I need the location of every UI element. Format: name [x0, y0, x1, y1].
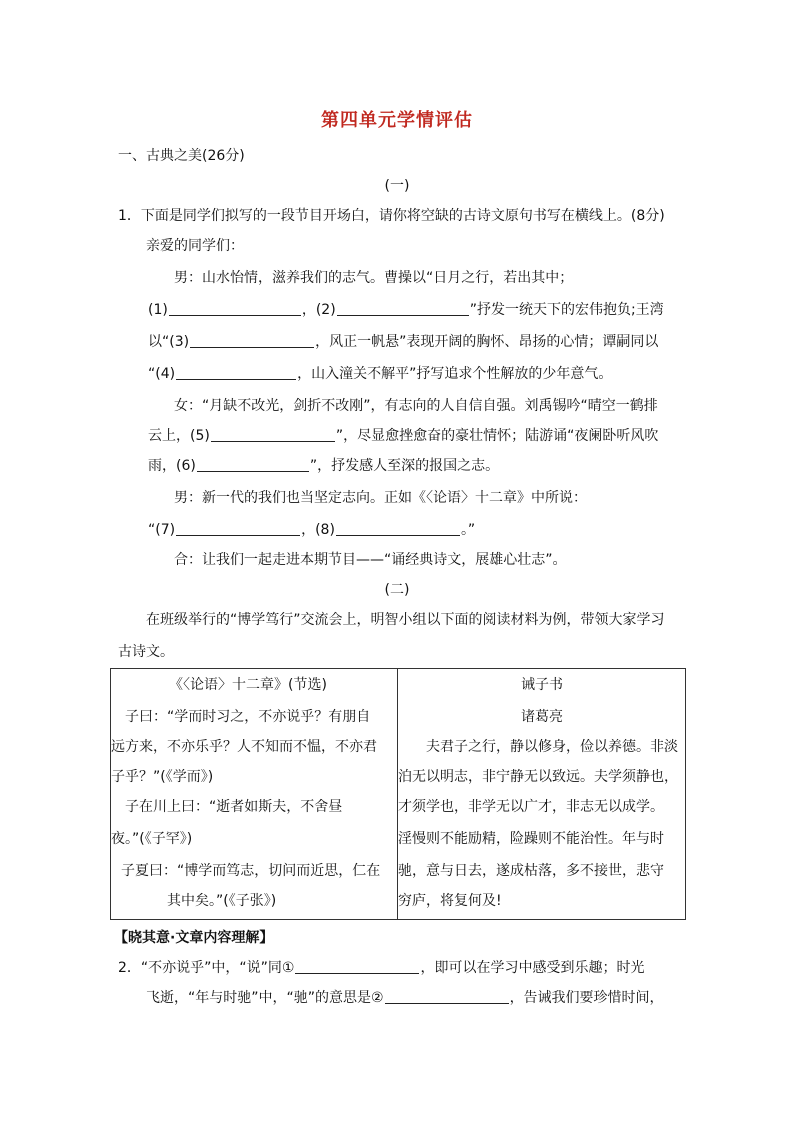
intro-line-1: 在班级举行的“博学笃行”交流会上，明智小组以下面的阅读材料为例，带领大家学习	[146, 612, 665, 628]
intro-line-2: 古诗文。	[118, 644, 174, 660]
blank-6[interactable]	[197, 457, 309, 472]
section-heading: 一、古典之美(26分)	[118, 148, 245, 164]
question-2-text-d: ，告诫我们要珍惜时间，	[509, 990, 664, 1006]
jiezishu-line: 泊无以明志，非宁静无以致远。夫学须静也，	[398, 769, 678, 785]
question-1-stem: 1．下面是同学们拟写的一段节目开场白，请你将空缺的古诗文原句书写在横线上。(8分)	[118, 208, 665, 224]
lunyu-cell	[111, 669, 398, 920]
blank-q2-1[interactable]	[295, 959, 419, 974]
jiezishu-author: 诸葛亮	[521, 709, 563, 725]
lunyu-line: 子曰：“学而时习之，不亦说乎？有朋自	[125, 709, 371, 725]
jiezishu-cell	[398, 669, 686, 920]
blank-row-3	[148, 332, 658, 352]
jiezishu-heading: 诫子书	[521, 677, 563, 693]
blank-row-5	[148, 426, 658, 446]
subsection-heading: 【晓其意·文章内容理解】	[114, 930, 274, 946]
jiezishu-line: 穷庐，将复何及!	[398, 893, 502, 909]
blank-label-1: (1)	[148, 302, 168, 318]
question-2-line-1	[118, 958, 644, 978]
blank-label-5: 云上，(5)	[148, 428, 210, 444]
blank-label-4: “(4)	[148, 366, 176, 382]
blank-1[interactable]	[169, 301, 301, 316]
question-2-text-c: 飞逝，“年与时驰”中，“驰”的意思是②	[146, 990, 384, 1006]
lunyu-heading: 《〈论语〉十二章》(节选)	[169, 677, 327, 693]
greeting: 亲爱的同学们：	[146, 238, 244, 254]
blank-7[interactable]	[176, 521, 300, 536]
jiezishu-line: 才须学也，非学无以广才，非志无以成学。	[398, 799, 664, 815]
blank-row-7	[148, 520, 475, 540]
question-2-text-b: ，即可以在学习中感受到乐趣；时光	[420, 960, 645, 976]
jiezishu-line: 夫君子之行，静以修身，俭以养德。非淡	[426, 739, 678, 755]
male-line-1	[174, 268, 674, 288]
male-line-1-b: ”抒发一统天下的宏伟抱负;王湾	[469, 302, 664, 318]
question-2-line-2	[146, 988, 664, 1008]
blank-8[interactable]	[336, 521, 460, 536]
jiezishu-line: 驰，意与日去，遂成枯落，多不接世，悲守	[398, 863, 664, 879]
female-line-1-c: ”，抒发感人至深的报国之志。	[309, 458, 500, 474]
blank-row-1	[148, 300, 664, 320]
blank-label-3: 以“(3)	[148, 334, 190, 350]
blank-4[interactable]	[176, 365, 296, 380]
blank-label-2: ，(2)	[301, 302, 336, 318]
male-line-1-c: ，风正一帆悬”表现开阔的胸怀、昂扬的心情；谭嗣同以	[315, 334, 659, 350]
reading-table	[110, 668, 686, 920]
blank-label-8: ，(8)	[301, 522, 335, 538]
male-line-1-text: 男：山水怡情，滋养我们的志气。曹操以“日月之行，若出其中；	[174, 270, 574, 286]
lunyu-line: 夜。”(《子罕》)	[111, 831, 193, 847]
lunyu-line: 子乎？”(《学而》)	[111, 769, 214, 785]
blank-5[interactable]	[211, 427, 335, 442]
blank-row-4	[148, 364, 612, 384]
part-label-1: (一)	[384, 178, 410, 194]
page-title: 第四单元学情评估	[321, 110, 473, 131]
jiezishu-line: 淫慢则不能励精，险躁则不能治性。年与时	[398, 831, 664, 847]
lunyu-line: 远方来，不亦乐乎？人不知而不愠，不亦君	[111, 739, 377, 755]
lunyu-line: 其中矣。”(《子张》)	[167, 893, 277, 909]
female-line-1-b: ”，尽显愈挫愈奋的豪壮情怀；陆游诵“夜阑卧听风吹	[335, 428, 659, 444]
male-line-2-end: 。”	[460, 522, 476, 538]
blank-label-7: “(7)	[148, 522, 176, 538]
lunyu-line: 子夏曰：“博学而笃志，切问而近思，仁在	[121, 863, 381, 879]
together-line: 合：让我们一起走进本期节目——“诵经典诗文，展雄心壮志”。	[174, 552, 567, 568]
question-2-text-a: 2．“不亦说乎”中，“说”同①	[118, 960, 295, 976]
male-line-2: 男：新一代的我们也当坚定志向。正如《〈论语〉十二章》中所说：	[174, 490, 587, 506]
female-line-1: 女：“月缺不改光，剑折不改刚”，有志向的人自信自强。刘禹锡吟“晴空一鹤排	[174, 398, 658, 414]
blank-2[interactable]	[337, 301, 469, 316]
lunyu-line: 子在川上曰：“逝者如斯夫，不舍昼	[125, 799, 343, 815]
male-line-1-d: ，山入潼关不解平”抒写追求个性解放的少年意气。	[297, 366, 613, 382]
blank-3[interactable]	[190, 333, 314, 348]
part-label-2: (二)	[384, 582, 410, 598]
blank-label-6: 雨，(6)	[148, 458, 196, 474]
blank-row-6	[148, 456, 499, 476]
blank-q2-2[interactable]	[385, 989, 509, 1004]
